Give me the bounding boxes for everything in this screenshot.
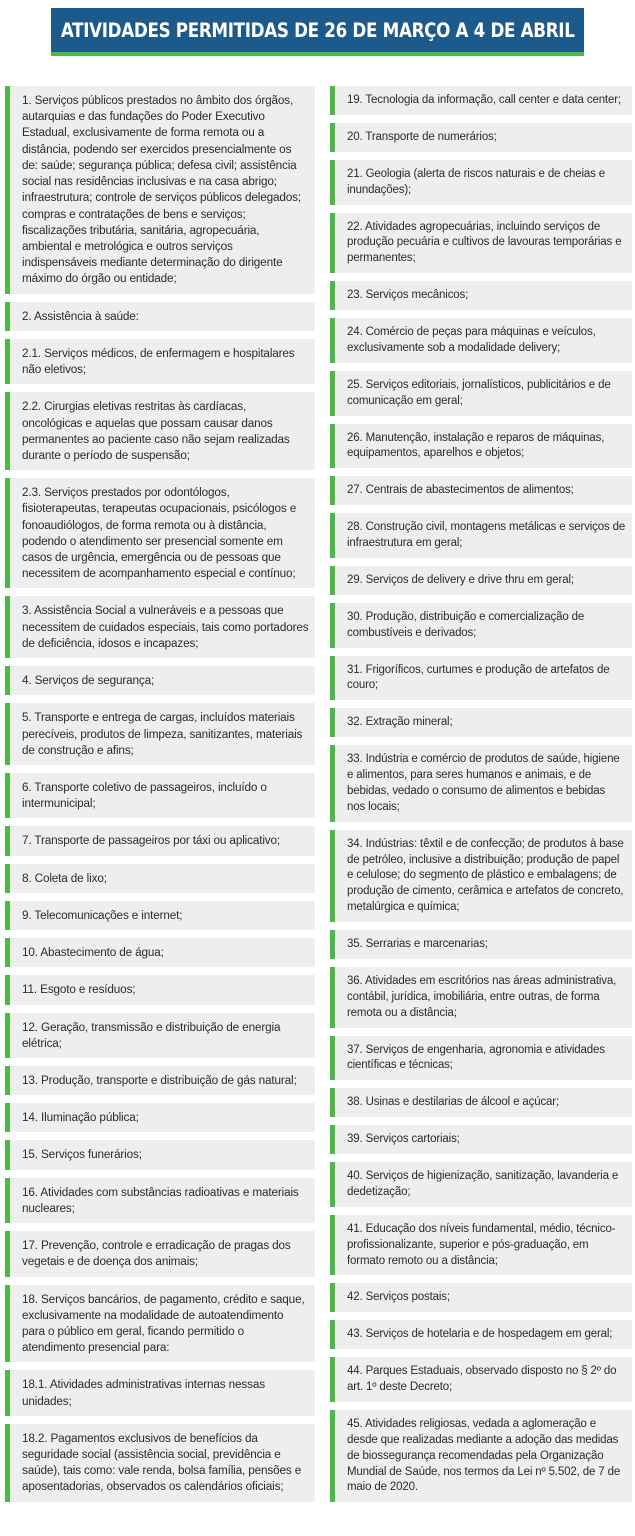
list-item: 29. Serviços de delivery e drive thru em geral; [330,566,632,595]
list-item: 25. Serviços editoriais, jornalísticos, publicitários e de comunicação em geral; [330,371,632,416]
list-item: 32. Extração mineral; [330,708,632,737]
list-item: 45. Atividades religiosas, vedada a aglomeração e desde que realizadas mediante a adoção das medidas de biossegurança recomendadas pela Organização Mundial de Saúde, nos termos da Lei nº 5.502, de 7 de maio de 2020. [330,1410,632,1502]
list-item: 28. Construção civil, montagens metálicas e serviços de infraestrutura em geral; [330,513,632,558]
page-title: ATIVIDADES PERMITIDAS DE 26 DE MARÇO A 4 DE ABRIL [60,18,575,42]
list-item: 2.2. Cirurgias eletivas restritas às cardíacas, oncológicas e aquelas que possam causar danos permanentes ao paciente caso não sejam realizadas durante o período de suspensão; [5,392,315,470]
list-item: 33. Indústria e comércio de produtos de saúde, higiene e alimentos, para seres humanos e animais, e de bebidas, vedado o consumo de alimentos e bebidas nos locais; [330,745,632,822]
list-item: 2.3. Serviços prestados por odontólogos, fisioterapeutas, terapeutas ocupacionais, psicólogos e fonoaudiólogos, de forma remota ou à distância, podendo o atendimento ser presencial somente em casos de urgência, emergência ou de pessoas que necessitem de acompanhamento especial e contínuo; [5,478,315,588]
list-item: 23. Serviços mecânicos; [330,281,632,310]
list-item: 34. Indústrias: têxtil e de confecção; de produtos à base de petróleo, inclusive a distribuição; produção de papel e celulose; do segmento de plástico e embalagens; de produção de cimento, cerâmica e artefatos de concreto, metalúrgica e química; [330,830,632,922]
list-item: 3. Assistência Social a vulneráveis e a pessoas que necessitem de cuidados especiais, tais como portadores de deficiência, idosos e incapazes; [5,596,315,658]
list-item: 37. Serviços de engenharia, agronomia e atividades científicas e técnicas; [330,1036,632,1081]
list-item: 1. Serviços públicos prestados no âmbito dos órgãos, autarquias e das fundações do Poder Executivo Estadual, exclusivamente de forma remota ou a distância, podendo ser exercidos presencialmente os de: saúde; segurança pública; defesa civil; assistência social nas residências inclusivas e na casa abrigo; infraestrutura; controle de serviços públicos delegados; compras e contratações de bens e serviços; fiscalizações tributária, sanitária, agropecuária, ambiental e metrológica e outros serviços indispensáveis mediante determinação do dirigente máximo do órgão ou entidade; [5,86,315,294]
list-item: 21. Geologia (alerta de riscos naturais e de cheias e inundações); [330,160,632,205]
list-item: 42. Serviços postais; [330,1283,632,1312]
list-item: 10. Abastecimento de água; [5,938,315,967]
list-item: 44. Parques Estaduais, observado disposto no § 2º do art. 1º deste Decreto; [330,1357,632,1402]
list-item: 11. Esgoto e resíduos; [5,975,315,1004]
list-item: 22. Atividades agropecuárias, incluindo serviços de produção pecuária e cultivos de lavouras temporárias e permanentes; [330,213,632,274]
list-item: 43. Serviços de hotelaria e de hospedagem em geral; [330,1320,632,1349]
list-item: 16. Atividades com substâncias radioativas e materiais nucleares; [5,1178,315,1223]
list-item: 7. Transporte de passageiros por táxi ou aplicativo; [5,826,315,855]
list-item: 27. Centrais de abastecimentos de alimentos; [330,476,632,505]
right-column [330,86,632,1510]
list-item: 20. Transporte de numerários; [330,123,632,152]
list-item: 41. Educação dos níveis fundamental, médio, técnico-profissionalizante, superior e pós-graduação, em formato remoto ou a distância; [330,1215,632,1276]
list-item: 4. Serviços de segurança; [5,666,315,695]
list-item: 2. Assistência à saúde: [5,302,315,331]
list-item: 12. Geração, transmissão e distribuição de energia elétrica; [5,1013,315,1058]
list-item: 13. Produção, transporte e distribuição de gás natural; [5,1066,315,1095]
list-item: 26. Manutenção, instalação e reparos de máquinas, equipamentos, aparelhos e objetos; [330,424,632,469]
list-item: 31. Frigoríficos, curtumes e produção de artefatos de couro; [330,656,632,701]
list-item: 9. Telecomunicações e internet; [5,901,315,930]
list-item: 15. Serviços funerários; [5,1140,315,1169]
list-item: 24. Comércio de peças para máquinas e veículos, exclusivamente sob a modalidade delivery; [330,318,632,363]
list-item: 17. Prevenção, controle e erradicação de pragas dos vegetais e de doença dos animais; [5,1231,315,1276]
list-item: 8. Coleta de lixo; [5,864,315,893]
list-item: 19. Tecnologia da informação, call center e data center; [330,86,632,115]
list-item: 30. Produção, distribuição e comercialização de combustíveis e derivados; [330,603,632,648]
list-item: 14. Iluminação pública; [5,1103,315,1132]
list-item: 38. Usinas e destilarias de álcool e açúcar; [330,1088,632,1117]
list-item: 18.1. Atividades administrativas internas nessas unidades; [5,1370,315,1415]
list-item: 40. Serviços de higienização, sanitização, lavanderia e dedetização; [330,1162,632,1207]
list-item: 39. Serviços cartoriais; [330,1125,632,1154]
list-item: 6. Transporte coletivo de passageiros, incluído o intermunicipal; [5,773,315,818]
list-item: 5. Transporte e entrega de cargas, incluídos materiais perecíveis, produtos de limpeza, sanitizantes, materiais de construção e afins; [5,703,315,765]
list-item: 18.2. Pagamentos exclusivos de benefícios da seguridade social (assistência social, previdência e saúde), tais como: vale renda, bolsa família, pensões e aposentadorias, observados os calendários oficiais; [5,1424,315,1502]
list-item: 2.1. Serviços médicos, de enfermagem e hospitalares não eletivos; [5,339,315,384]
list-item: 36. Atividades em escritórios nas áreas administrativa, contábil, jurídica, imobiliária, entre outras, de forma remota ou a distância; [330,967,632,1028]
left-column [5,86,315,1510]
list-item: 18. Serviços bancários, de pagamento, crédito e saque, exclusivamente na modalidade de autoatendimento para o público em geral, ficando permitido o atendimento presencial para: [5,1285,315,1363]
title-banner [51,8,584,56]
list-item: 35. Serrarias e marcenarias; [330,930,632,959]
